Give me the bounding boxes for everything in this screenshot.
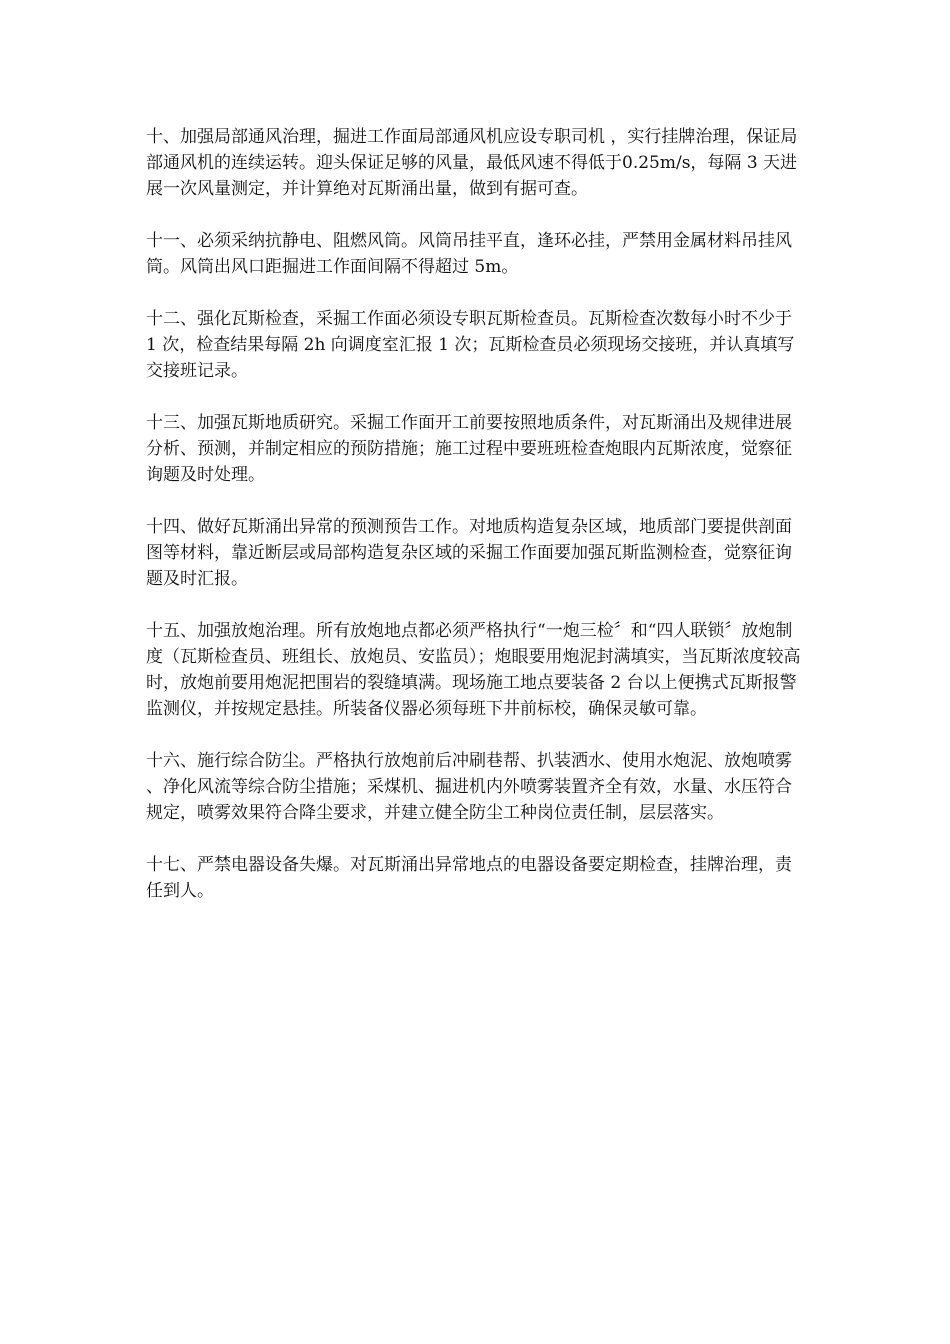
paragraph-thirteen: 十三、加强瓦斯地质研究。采掘工作面开工前要按照地质条件，对瓦斯涌出及规律进展分析、预测，并制定相应的预防措施；施工过程中要班班检查炮眼内瓦斯浓度，觉察征询题及时处理。	[146, 413, 792, 485]
paragraph-eleven: 十一、必须采纳抗静电、阻燃风筒。风筒吊挂平直，逢环必挂，严禁用金属材料吊挂风筒。风筒出风口距掘进工作面间隔不得超过 5m。	[146, 231, 792, 277]
document-page	[146, 124, 806, 930]
paragraph-fourteen: 十四、做好瓦斯涌出异常的预测预告工作。对地质构造复杂区域，地质部门要提供剖面图等材料，靠近断层或局部构造复杂区域的采掘工作面要加强瓦斯监测检查，觉察征询题及时汇报。	[146, 517, 792, 589]
paragraph-fifteen: 十五、加强放炮治理。所有放炮地点都必须严格执行“一炮三检〞和“四人联锁〞放炮制度（瓦斯检查员、班组长、放炮员、安监员）；炮眼要用炮泥封满填实，当瓦斯浓度较高时，放炮前要用炮泥把围岩的裂缝填满。现场施工地点要装备 2 台以上便携式瓦斯报警监测仪，并按规定悬挂。所装备仪器必须每班下井前标校，确保灵敏可靠。	[146, 621, 801, 719]
paragraph-sixteen: 十六、施行综合防尘。严格执行放炮前后冲刷巷帮、扒装洒水、使用水炮泥、放炮喷雾、净化风流等综合防尘措施；采煤机、掘进机内外喷雾装置齐全有效，水量、水压符合规定，喷雾效果符合降尘要求，并建立健全防尘工种岗位责任制，层层落实。	[146, 751, 792, 823]
paragraph-twelve: 十二、强化瓦斯检查，采掘工作面必须设专职瓦斯检查员。瓦斯检查次数每小时不少于 1 次，检查结果每隔 2h 向调度室汇报 1 次；瓦斯检查员必须现场交接班，并认真填写交接班记录。	[146, 309, 795, 381]
paragraph-seventeen: 十七、严禁电器设备失爆。对瓦斯涌出异常地点的电器设备要定期检查，挂牌治理，责任到人。	[146, 855, 792, 901]
paragraph-ten: 十、加强局部通风治理，掘进工作面局部通风机应设专职司机 ，实行挂牌治理，保证局部通风机的连续运转。迎头保证足够的风量，最低风速不得低于0.25m/s，每隔 3 天进展一次风量测定，并计算绝对瓦斯涌出量，做到有据可查。	[146, 127, 798, 199]
